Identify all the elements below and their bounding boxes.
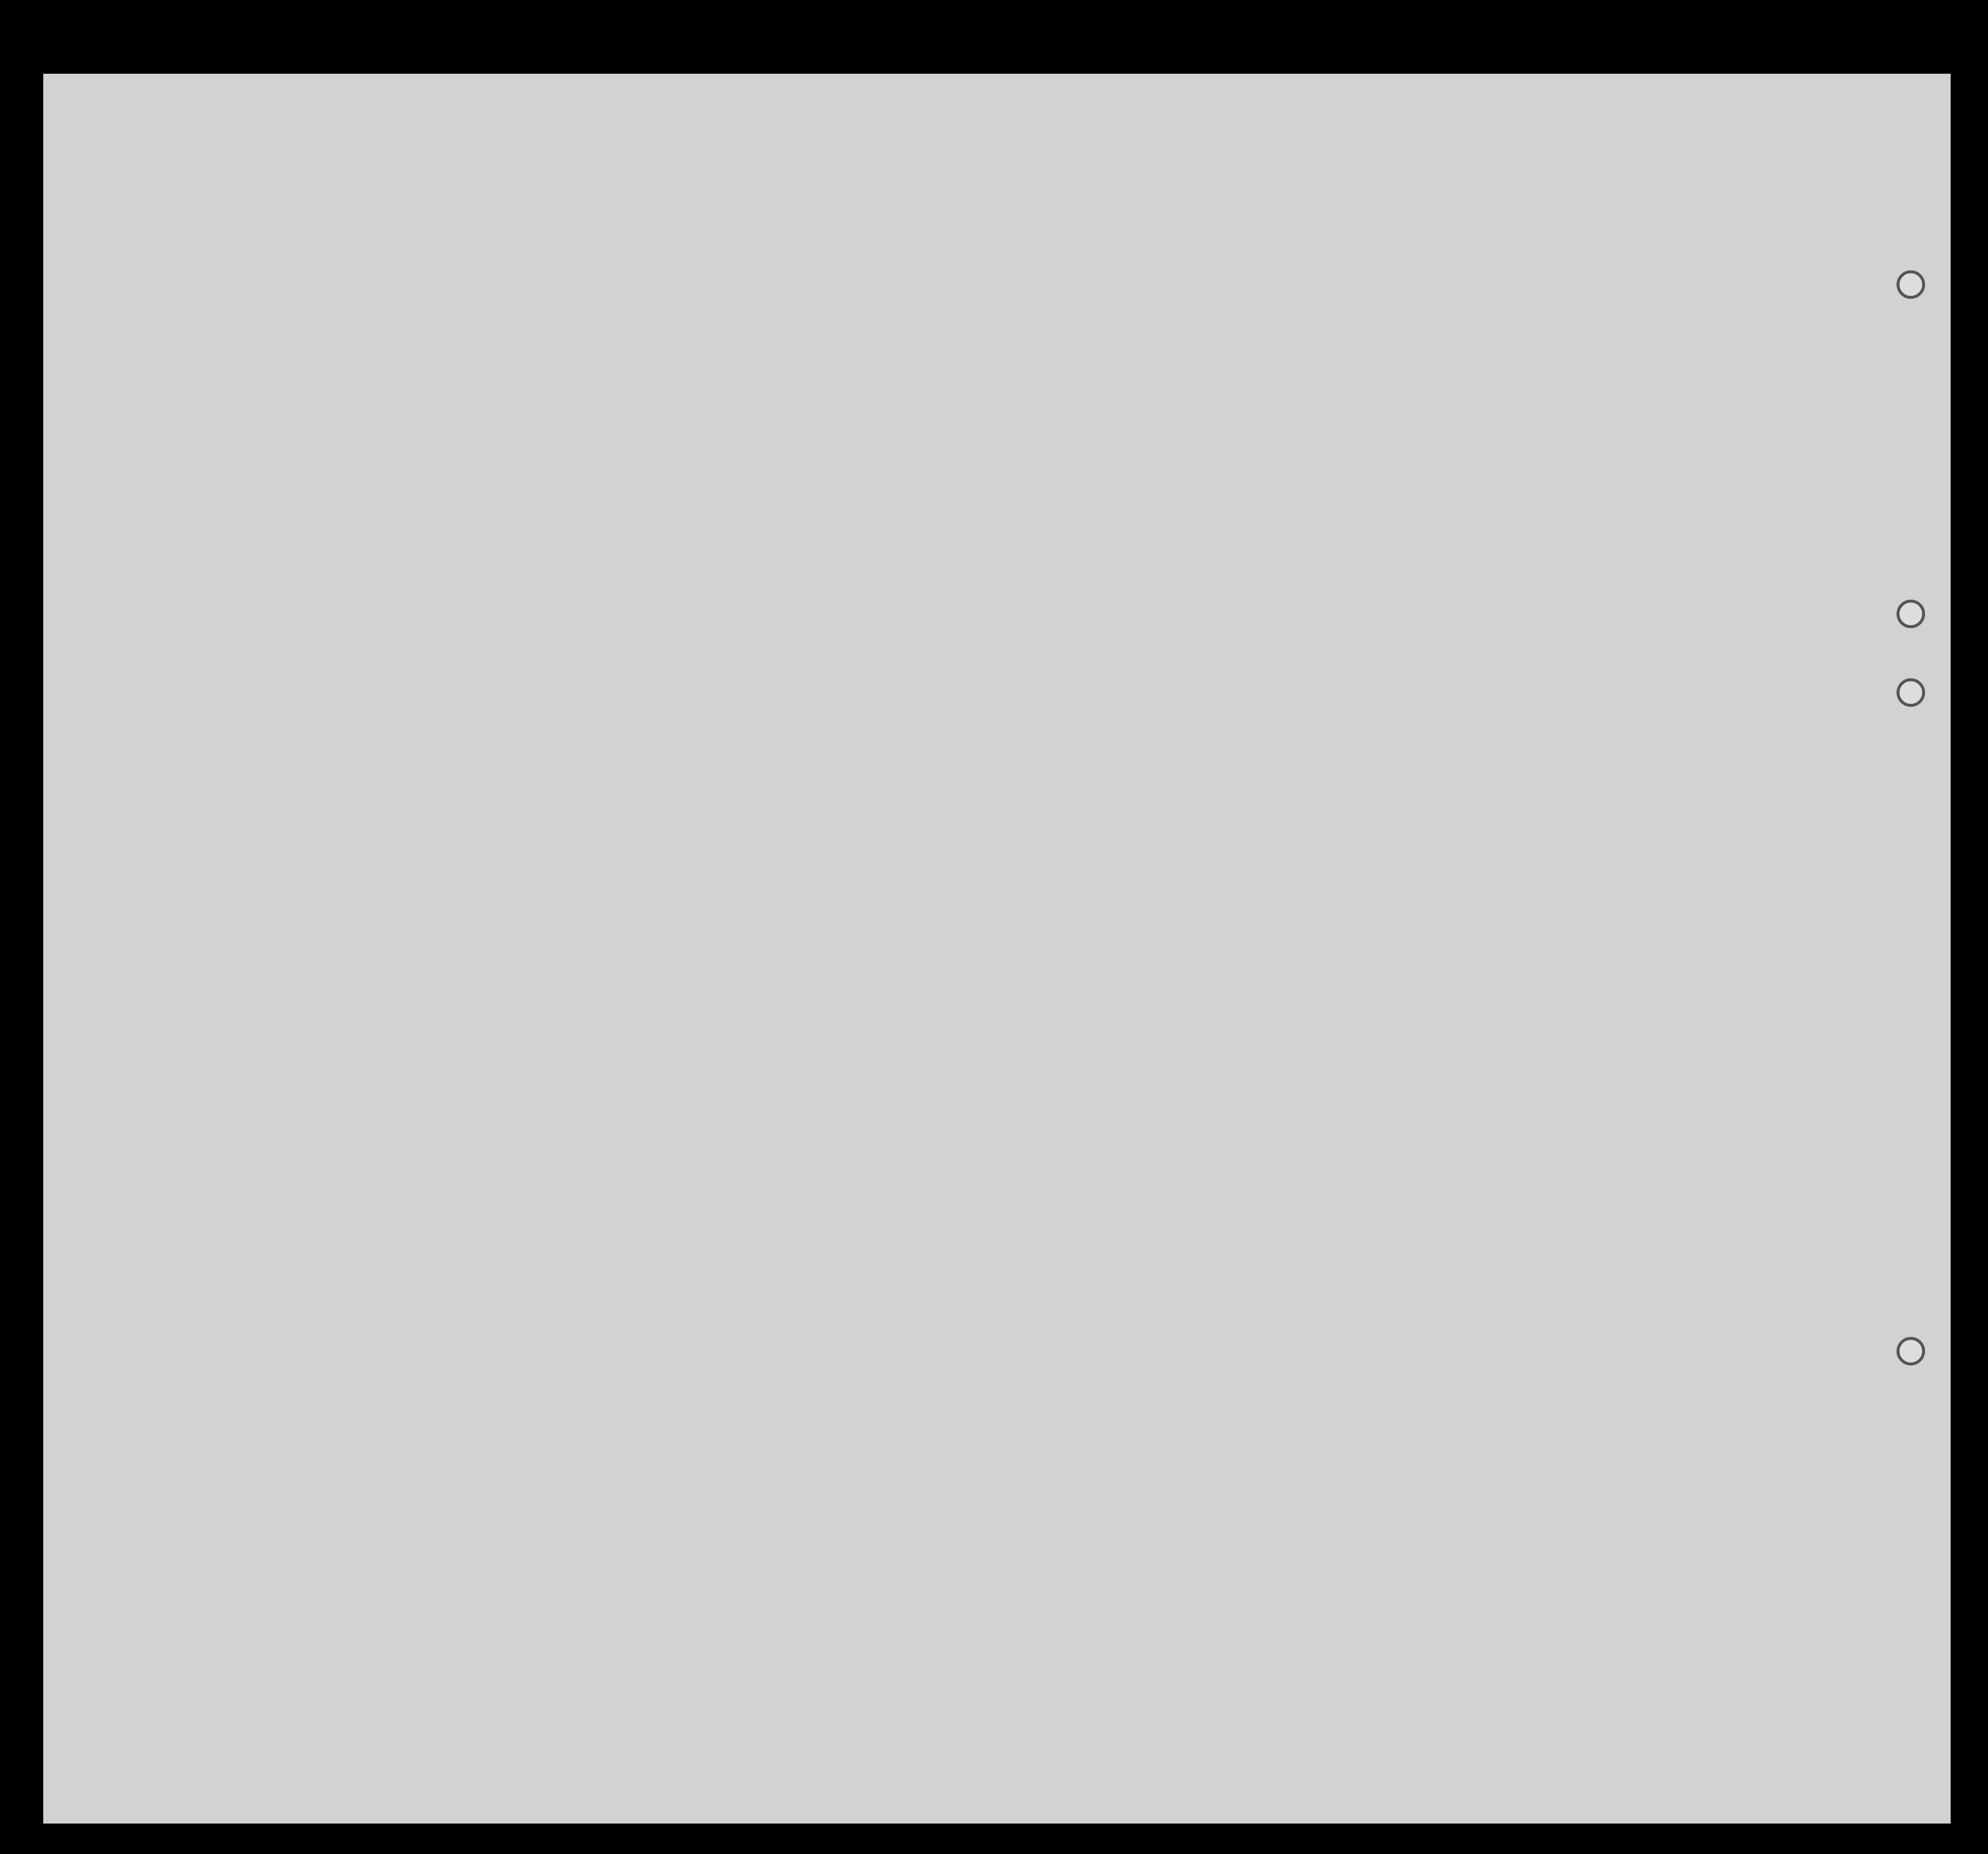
binder-hole: [1897, 678, 1925, 707]
manifest-table: [43, 290, 1951, 1588]
binder-hole: [1897, 600, 1925, 628]
binder-hole: [1897, 270, 1925, 299]
binder-hole: [1897, 1337, 1925, 1365]
manifest-sheet: [43, 74, 1951, 1824]
